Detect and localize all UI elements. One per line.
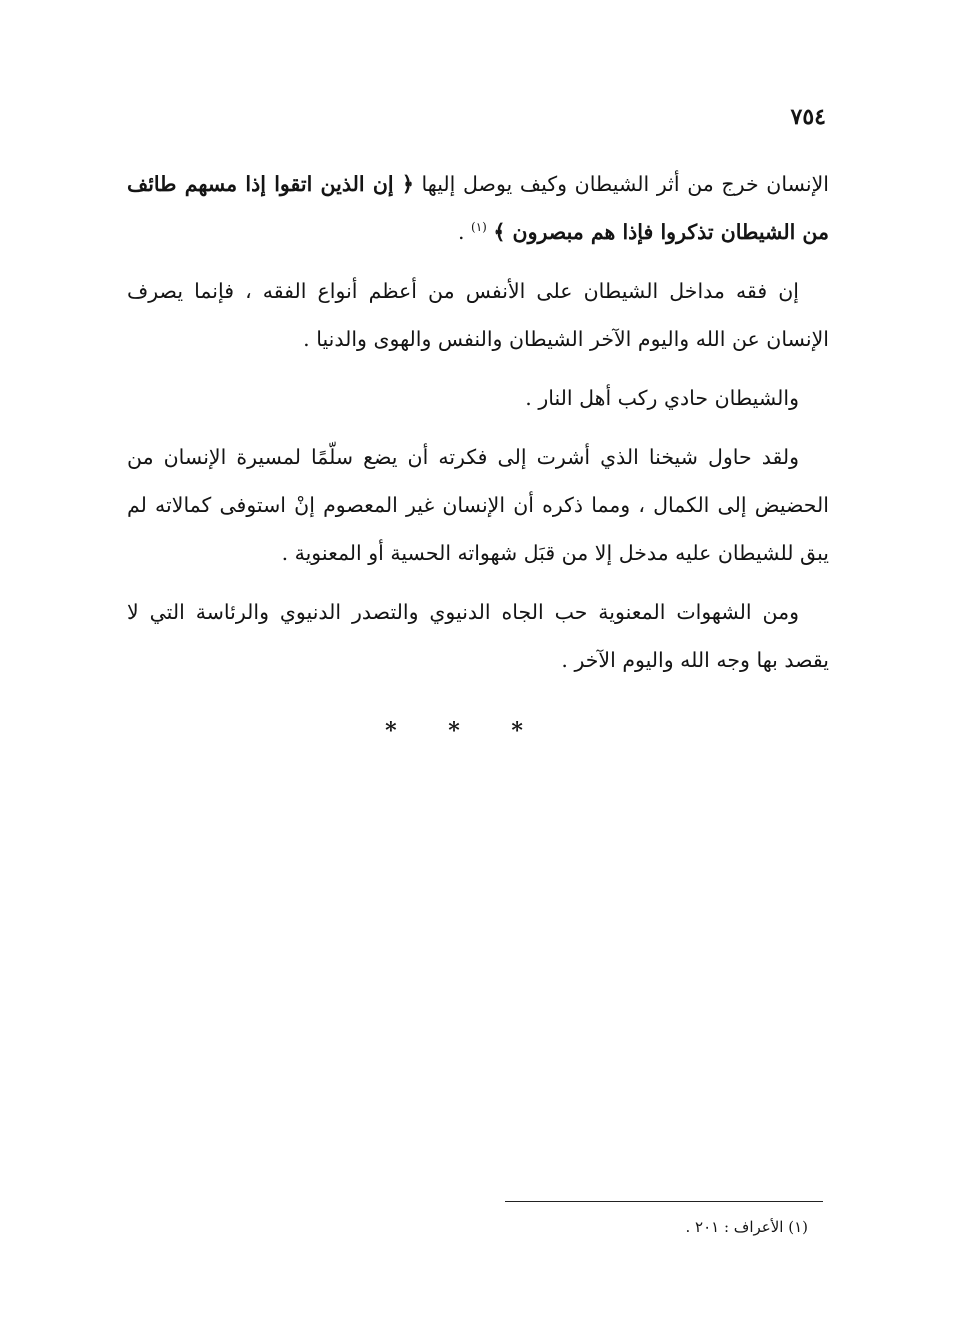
paragraph-1 [127,160,829,256]
footnote-divider [505,1201,823,1202]
footnote: (١) الأعراف : ٢٠١ . [685,1218,808,1236]
page-number: ٧٥٤ [790,104,826,130]
paragraph-4: ولقد حاول شيخنا الذي أشرت إلى فكرته أن يضع سلّمًا لمسيرة الإنسان من الحضيض إلى الكمال ، ومما ذكره أن الإنسان غير المعصوم إنْ استوفى كمالاته لم يبق للشيطان عليه مدخل إلا من قبَل شهواته الحسية أو المعنوية . [127,445,829,565]
body-text [127,160,829,695]
paragraph-3: والشيطان حادي ركب أهل النار . [525,386,799,410]
section-separator: * * * [385,718,545,744]
paragraph-5: ومن الشهوات المعنوية حب الجاه الدنيوي والتصدر الدنيوي والرئاسة التي لا يقصد بها وجه الله واليوم الآخر . [127,600,829,672]
paragraph-1-lead: الإنسان خرج من أثر الشيطان وكيف يوصل إليها [421,172,829,196]
footnote-reference[interactable]: (١) [471,220,487,235]
paragraph-2: إن فقه مداخل الشيطان على الأنفس من أعظم أنواع الفقه ، فإنما يصرف الإنسان عن الله واليوم الآخر الشيطان والنفس والهوى والدنيا . [127,279,829,351]
paragraph-1-tail: . [457,220,465,244]
quran-verse: ﴿ إن الذين اتقوا إذا مسهم طائف من الشيطان تذكروا فإذا هم مبصرون ﴾ [127,172,829,244]
